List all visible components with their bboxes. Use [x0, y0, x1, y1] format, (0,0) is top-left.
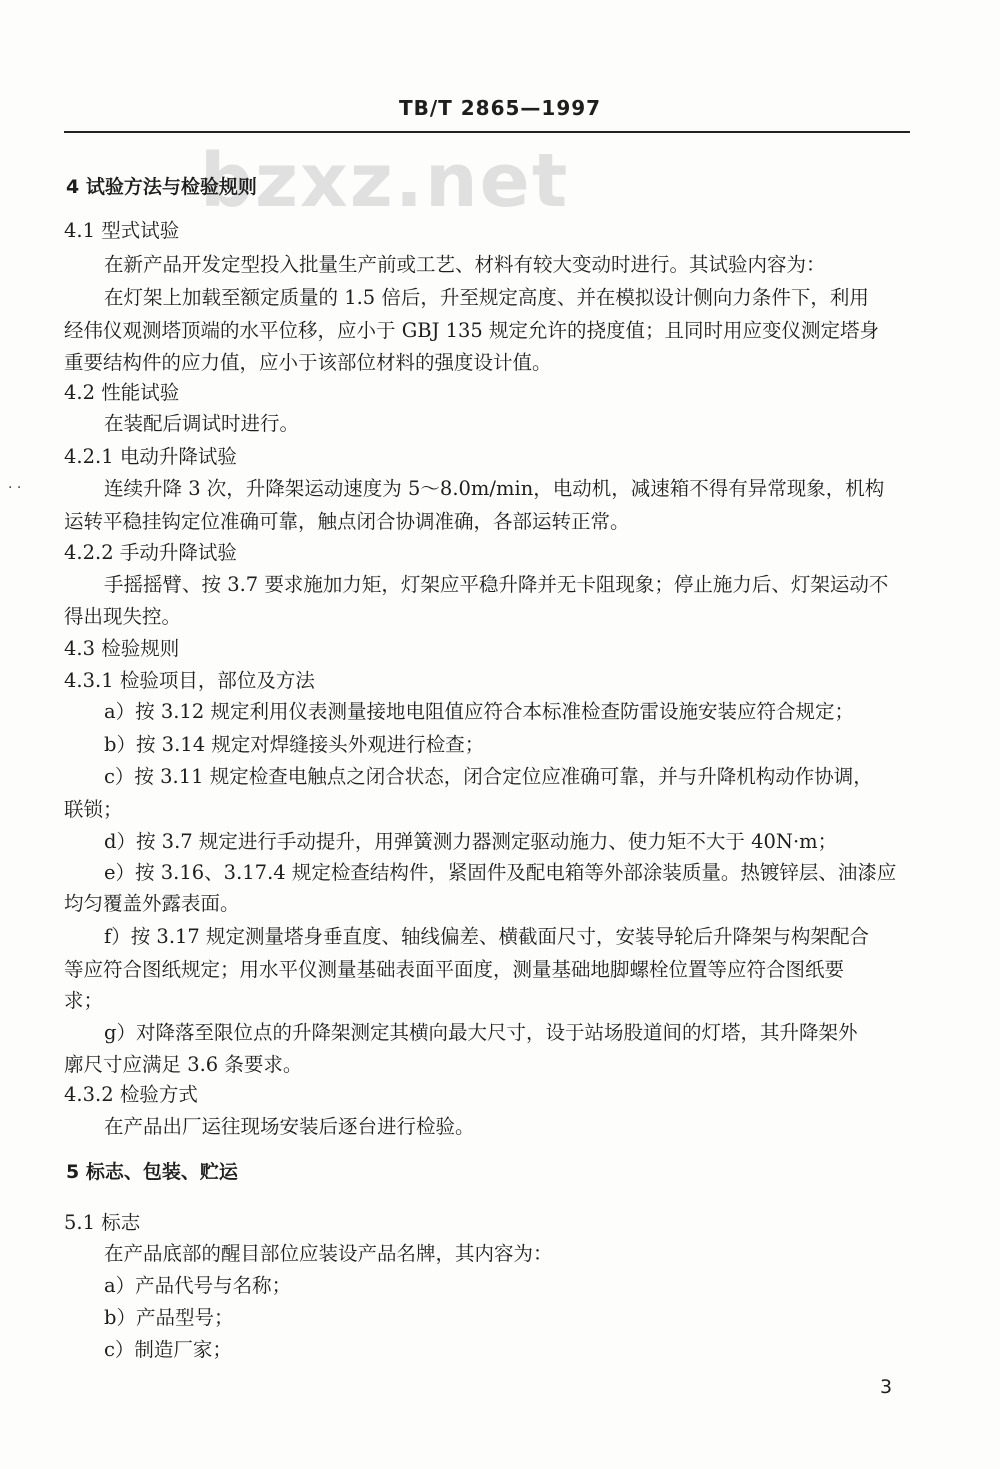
list-item-e: e）按 3.16、3.17.4 规定检查结构件，紧固件及配电箱等外部涂装质量。热镀锌层、油漆应 — [104, 861, 897, 884]
watermark: bzxz.net — [200, 138, 570, 224]
paragraph: 在产品出厂运往现场安装后逐台进行检验。 — [104, 1115, 475, 1138]
section-4-3-heading: 4.3 检验规则 — [64, 637, 180, 660]
list-item-g: g）对降落至限位点的升降架测定其横向最大尺寸，设于站场股道间的灯塔，其升降架外 — [104, 1021, 858, 1044]
list-item-c-cont: 联锁； — [64, 798, 123, 821]
paragraph: 重要结构件的应力值，应小于该部位材料的强度设计值。 — [64, 351, 552, 374]
list-item-a: a）按 3.12 规定利用仪表测量接地电阻值应符合本标准检查防雷设施安装应符合规定； — [104, 700, 854, 723]
section-4-3-1-heading: 4.3.1 检验项目，部位及方法 — [64, 669, 315, 692]
list-item-f: f）按 3.17 规定测量塔身垂直度、轴线偏差、横截面尺寸，安装导轮后升降架与构架配合 — [104, 925, 870, 948]
list-item-g-cont: 廓尺寸应满足 3.6 条要求。 — [64, 1053, 303, 1076]
section-4-heading: 4 试验方法与检验规则 — [66, 176, 257, 198]
list-item-f-cont: 等应符合图纸规定；用水平仪测量基础表面平面度，测量基础地脚螺栓位置等应符合图纸要 — [64, 958, 845, 981]
section-4-3-2-heading: 4.3.2 检验方式 — [64, 1083, 198, 1106]
paragraph: 得出现失控。 — [64, 605, 182, 628]
list-item-e-cont: 均匀覆盖外露表面。 — [64, 892, 240, 915]
section-4-2-heading: 4.2 性能试验 — [64, 381, 180, 404]
list-item-d: d）按 3.7 规定进行手动提升，用弹簧测力器测定驱动施力、使力矩不大于 40N·m； — [104, 830, 838, 853]
paragraph: 在灯架上加载至额定质量的 1.5 倍后，升至规定高度、并在模拟设计侧向力条件下，利用 — [104, 286, 869, 309]
header-rule — [64, 131, 910, 133]
paragraph: 经伟仪观测塔顶端的水平位移，应小于 GBJ 135 规定允许的挠度值；且同时用应变仪测定塔身 — [64, 319, 880, 342]
paragraph: 在装配后调试时进行。 — [104, 412, 300, 435]
section-5-1-heading: 5.1 标志 — [64, 1211, 141, 1234]
section-4-1-heading: 4.1 型式试验 — [64, 219, 180, 242]
list-item-c: c）按 3.11 规定检查电触点之闭合状态，闭合定位应准确可靠，并与升降机构动作协调， — [104, 765, 873, 788]
paragraph: 在新产品开发定型投入批量生产前或工艺、材料有较大变动时进行。其试验内容为： — [104, 253, 826, 276]
paragraph: 手摇摇臂、按 3.7 要求施加力矩，灯架应平稳升降并无卡阻现象；停止施力后、灯架运动不 — [104, 573, 889, 596]
section-4-2-2-heading: 4.2.2 手动升降试验 — [64, 541, 237, 564]
paragraph: 运转平稳挂钩定位准确可靠，触点闭合协调准确，各部运转正常。 — [64, 510, 630, 533]
document-code-header: TB/T 2865—1997 — [398, 96, 602, 120]
list-item-b: b）按 3.14 规定对焊缝接头外观进行检查； — [104, 733, 485, 756]
list-item-f-cont: 求； — [64, 989, 104, 1012]
list-item-a: a）产品代号与名称； — [104, 1274, 292, 1297]
page-number: 3 — [880, 1376, 893, 1398]
section-5-heading: 5 标志、包装、贮运 — [66, 1161, 238, 1183]
margin-marks: · · — [8, 480, 22, 496]
paragraph: 连续升降 3 次，升降架运动速度为 5～8.0m/min，电动机，减速箱不得有异常现象，机构 — [104, 477, 885, 500]
list-item-c: c）制造厂家； — [104, 1338, 232, 1361]
paragraph: 在产品底部的醒目部位应装设产品名牌，其内容为： — [104, 1242, 553, 1265]
section-4-2-1-heading: 4.2.1 电动升降试验 — [64, 445, 237, 468]
list-item-b: b）产品型号； — [104, 1306, 234, 1329]
